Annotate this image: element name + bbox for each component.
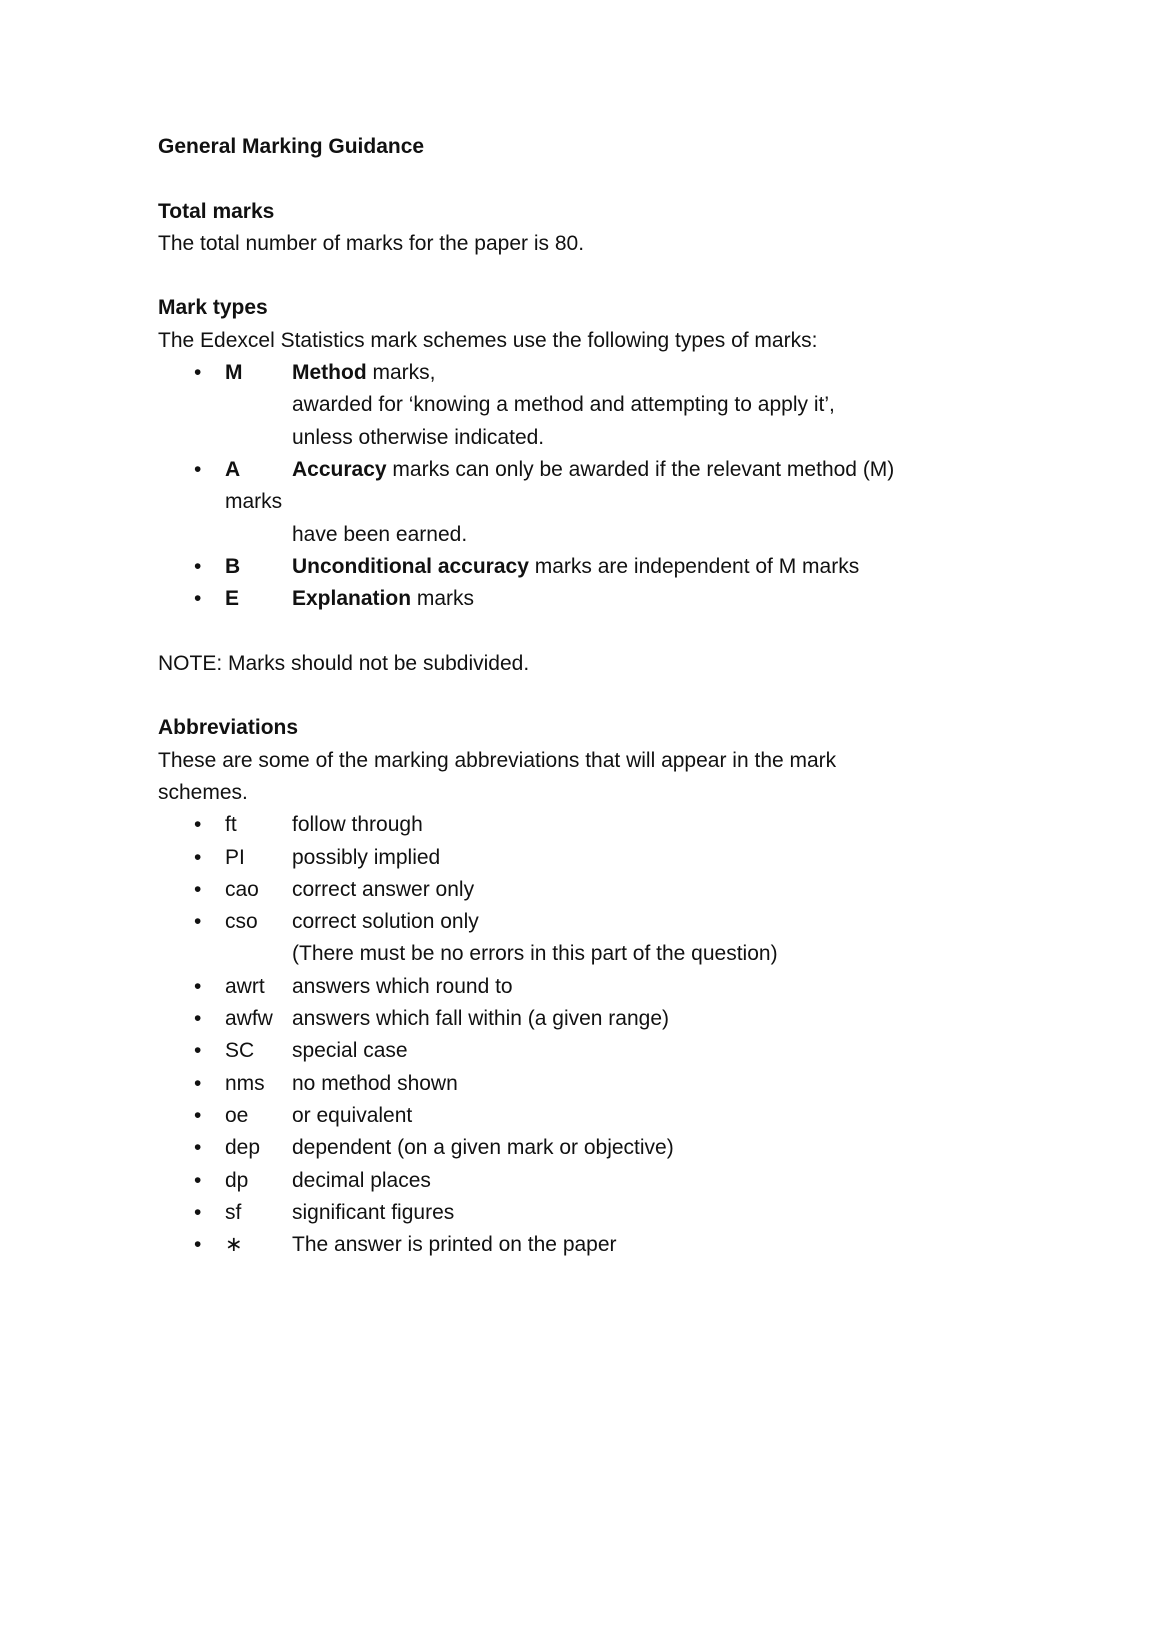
bullet-icon: •: [194, 1103, 202, 1127]
mark-type-name: Method: [292, 361, 367, 385]
mark-type-name: Explanation: [292, 587, 412, 611]
abbreviation-description: no method shown: [292, 1071, 458, 1095]
abbreviation-description: correct answer only: [292, 877, 475, 901]
abbreviation-code: sf: [225, 1200, 242, 1224]
bullet-icon: •: [194, 1039, 202, 1063]
abbreviations-heading: Abbreviations: [158, 716, 299, 740]
page-title: General Marking Guidance: [158, 135, 425, 158]
bullet-icon: •: [194, 1007, 202, 1031]
document-page: [158, 131, 1058, 1261]
abbreviations-list: [158, 809, 1058, 1261]
abbreviation-item: [158, 874, 1058, 906]
abbreviation-code: dp: [225, 1168, 249, 1192]
mark-type-item: [158, 454, 1058, 486]
abbreviation-item: [158, 809, 1058, 841]
mark-types-list: [158, 357, 1058, 615]
abbreviation-item: [158, 1100, 1058, 1132]
note-text: NOTE: Marks should not be subdivided.: [158, 651, 530, 675]
abbreviation-code: ∗: [225, 1233, 243, 1257]
mark-type-wrap: marks: [225, 490, 283, 514]
abbreviation-code: awfw: [225, 1007, 273, 1031]
mark-type-item: [158, 583, 1058, 615]
mark-type-name: Unconditional accuracy: [292, 554, 529, 578]
mark-types-intro: The Edexcel Statistics mark schemes use the following types of marks:: [158, 328, 818, 352]
bullet-icon: •: [194, 1071, 202, 1095]
mark-type-item: [158, 551, 1058, 583]
mark-type-text: marks,: [366, 361, 436, 385]
total-marks-text: The total number of marks for the paper is 80.: [158, 231, 585, 255]
mark-type-description: [292, 357, 436, 389]
abbreviation-code: oe: [225, 1103, 249, 1127]
abbreviation-description: or equivalent: [292, 1103, 413, 1127]
bullet-icon: •: [194, 877, 202, 901]
abbreviation-description: special case: [292, 1039, 408, 1063]
abbreviation-description: The answer is printed on the paper: [292, 1233, 617, 1257]
abbreviation-description: follow through: [292, 813, 423, 837]
abbreviation-item: [158, 1132, 1058, 1164]
bullet-icon: •: [194, 974, 202, 998]
abbreviation-item: [158, 1035, 1058, 1067]
abbreviation-code: PI: [225, 845, 245, 869]
mark-types-heading: Mark types: [158, 296, 268, 320]
abbreviation-description: decimal places: [292, 1168, 431, 1192]
abbreviation-continuation: (There must be no errors in this part of the question): [292, 942, 778, 966]
abbreviation-description: possibly implied: [292, 845, 441, 869]
mark-type-code: B: [225, 554, 241, 578]
bullet-icon: •: [194, 813, 202, 837]
abbreviation-code: dep: [225, 1136, 261, 1160]
bullet-icon: •: [194, 1200, 202, 1224]
mark-type-code: A: [225, 457, 241, 481]
mark-type-name: Accuracy: [292, 457, 387, 481]
mark-type-continuation: awarded for ‘knowing a method and attempting to apply it’,: [292, 393, 835, 417]
abbreviation-code: cao: [225, 877, 259, 901]
mark-type-text: marks can only be awarded if the relevant method (M): [386, 457, 895, 481]
bullet-icon: •: [194, 587, 202, 611]
mark-type-description: [292, 583, 474, 615]
bullet-icon: •: [194, 1136, 202, 1160]
bullet-icon: •: [194, 554, 202, 578]
abbreviation-code: cso: [225, 910, 258, 934]
abbreviation-item: [158, 1229, 1058, 1261]
abbreviations-intro: These are some of the marking abbreviations that will appear in the mark: [158, 748, 837, 772]
abbreviation-item: [158, 1003, 1058, 1035]
mark-type-continuation: have been earned.: [292, 522, 468, 546]
bullet-icon: •: [194, 1168, 202, 1192]
bullet-icon: •: [194, 1233, 202, 1257]
mark-type-code: M: [225, 361, 243, 385]
abbreviation-description: correct solution only: [292, 910, 479, 934]
bullet-icon: •: [194, 361, 202, 385]
mark-type-text: marks: [411, 587, 475, 611]
mark-type-continuation: unless otherwise indicated.: [292, 425, 545, 449]
abbreviation-item: [158, 971, 1058, 1003]
bullet-icon: •: [194, 457, 202, 481]
total-marks-heading: Total marks: [158, 199, 275, 223]
mark-type-description: [292, 454, 894, 486]
mark-type-item: [158, 357, 1058, 389]
mark-type-text: marks are independent of M marks: [528, 554, 860, 578]
abbreviation-item: [158, 842, 1058, 874]
bullet-icon: •: [194, 910, 202, 934]
mark-type-code: E: [225, 587, 240, 611]
abbreviation-item: [158, 1068, 1058, 1100]
abbreviation-description: answers which fall within (a given range): [292, 1007, 670, 1031]
abbreviation-code: nms: [225, 1071, 265, 1095]
bullet-icon: •: [194, 845, 202, 869]
abbreviations-intro-cont: schemes.: [158, 780, 248, 804]
abbreviation-description: dependent (on a given mark or objective): [292, 1136, 674, 1160]
mark-type-description: [292, 551, 859, 583]
abbreviation-description: significant figures: [292, 1200, 455, 1224]
abbreviation-item: [158, 1165, 1058, 1197]
abbreviation-code: SC: [225, 1039, 255, 1063]
abbreviation-code: ft: [225, 813, 237, 837]
abbreviation-description: answers which round to: [292, 974, 513, 998]
abbreviation-code: awrt: [225, 974, 265, 998]
abbreviation-item: [158, 906, 1058, 938]
abbreviation-item: [158, 1197, 1058, 1229]
